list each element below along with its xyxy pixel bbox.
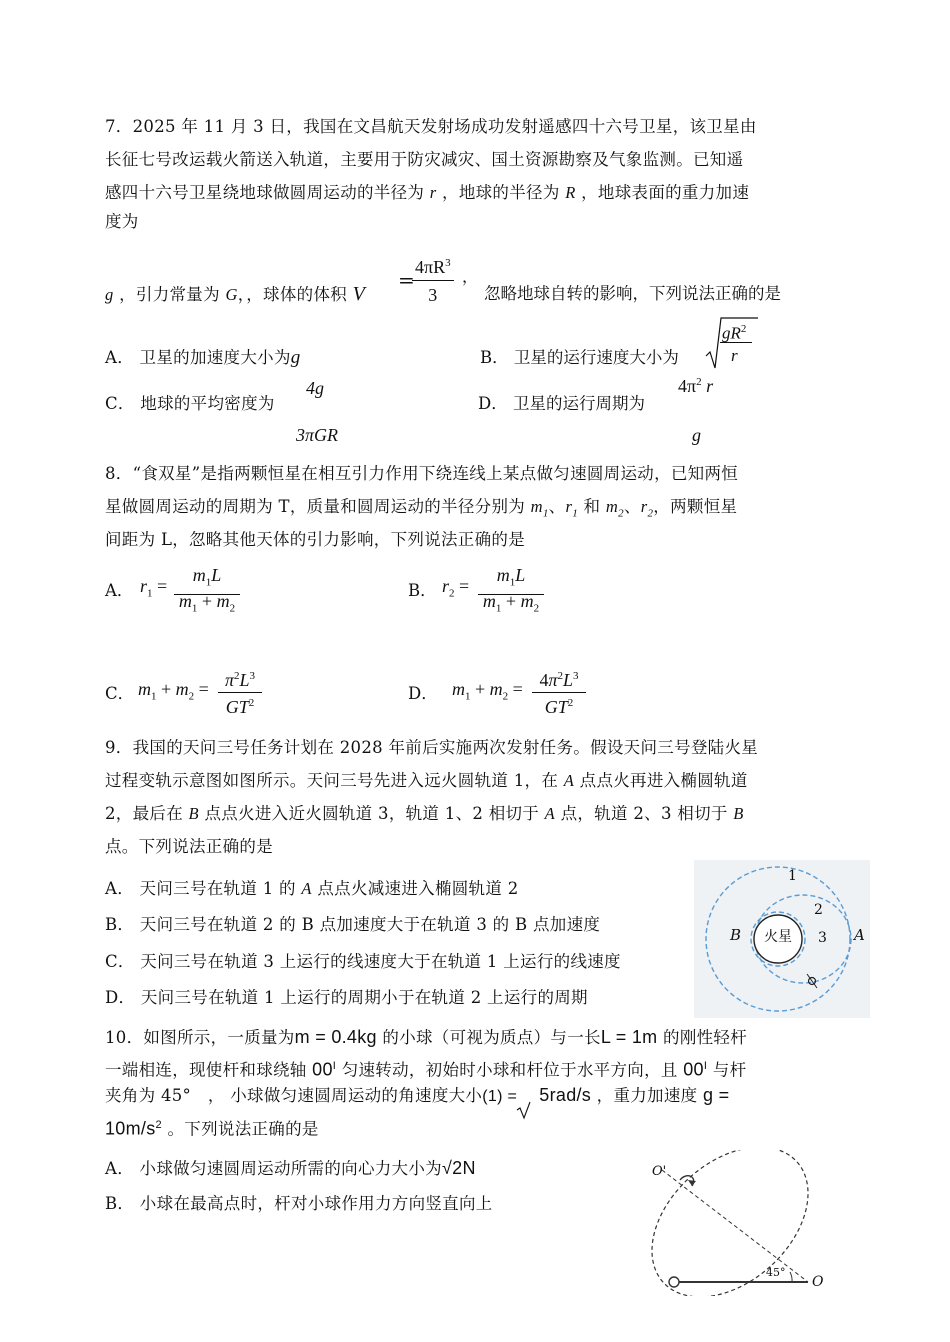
q10-axis-line <box>662 1170 808 1282</box>
q10-fig-oprime: O' <box>652 1164 667 1179</box>
q9-fig-label-b: B <box>730 926 742 944</box>
q10-fig-o: O <box>812 1274 824 1290</box>
q7-option-b-den: r <box>731 346 738 365</box>
q10-rod-figure <box>640 1150 840 1296</box>
q10-line1: 10．如图所示，一质量为m = 0.4kg 的小球（可视为质点）与一长L = 1m 的刚性轻杆 <box>105 1027 748 1047</box>
q7-option-a: A． 卫星的加速度大小为g <box>105 347 301 368</box>
q9-line1: 9．我国的天问三号任务计划在 2028 年前后实施两次发射任务。假设天问三号登陆火星 <box>105 738 759 757</box>
q7-comma: ， <box>462 267 479 286</box>
q9-orbit-figure <box>694 860 870 1018</box>
q10-rotation-arrow-head <box>688 1180 696 1186</box>
q8-option-a-label: A． <box>105 581 134 600</box>
q9-fig-label-3: 3 <box>818 930 827 946</box>
q7-line4: 度为 <box>105 212 139 231</box>
q7-option-d: D． 卫星的运行周期为 <box>478 394 645 413</box>
q10-line4: $10m/s^2$ 。下列说法正确的是 <box>105 1118 319 1139</box>
q7-option-b-bar <box>720 342 752 343</box>
q9-line3: 2，最后在 B 点点火进入近火圆轨道 3，轨道 1、2 相切于 A 点，轨道 2、3 相切于 B <box>105 804 744 823</box>
q9-fig-label-1: 1 <box>788 868 797 884</box>
q9-option-d: D． 天问三号在轨道 1 上运行的周期小于在轨道 2 上运行的周期 <box>105 988 588 1007</box>
q7-line5: g ，引力常量为 G，，球体的体积 V <box>105 283 366 305</box>
q7-volume-fraction: $4\pi R^3$ 3 <box>412 250 454 309</box>
q7-line1: 7．2025 年 11 月 3 日，我国在文昌航天发射场成功发射遥感四十六号卫星，该卫星由 <box>105 117 757 136</box>
q9-option-c: C． 天问三号在轨道 3 上运行的线速度大于在轨道 1 上运行的线速度 <box>105 952 621 971</box>
q10-fig-angle: 45° <box>766 1266 786 1279</box>
q10-angle-arc <box>790 1272 792 1282</box>
exam-page: 7．2025 年 11 月 3 日，我国在文昌航天发射场成功发射遥感四十六号卫星，该卫星由 长征七号改运载火箭送入轨道，主要用于防灾减灾、国土资源勘察及气象监测。已知遥 感四十六号卫星绕地球做圆周运动的半径为 r ，地球的半径为 R ，地球表面的重力加速 度为 g ，引力常量为 G，，球体的体积 V = $4\pi R^3$ 3 ， 忽略地球自转的影响，下列说法正确的是 A． 卫星的加速度大小为g B． 卫星的运行速度大小为 $gR^2$ r C． 地球的平均密度为 4g 3πGR D． 卫星的运行周期为 $4\pi^2$ r g 8．“食双星”是指两颗恒星在相互引力作用下绕连线上某点做匀速圆周运动，已知两恒 星做圆周运动的周期为 T，质量和圆周运动的半径分别为 $m_1$、$r_1$ 和 $m_2$、$r_2$，两颗恒星 间距为 L，忽略其他天体的引力影响，下列说法正确的是 A． $r_1$ = $m_1L$ $m_1 + m_2$ B． $r_2$ = $m_1L$ $m_1 + m_2$ C． $m_1 + m_2$ = $\pi^2L^3$ $GT^2$ D． $m_1 + m_2$ = $4\pi^2L^3$ $GT^2$ 9．我国的天问三号任务计划在 2028 年前后实施两次发射任务。假设天问三号登陆火星 过程变轨示意图如图所示。天问三号先进入远火圆轨道 1，在 A 点点火再进入椭圆轨道 2，最后在 B 点点火进入近火圆轨道 3，轨道 1、2 相切于 A 点，轨道 2、3 相切于 B 点。下列说法正确的是 A． 天问三号在轨道 1 的 A 点点火减速进入椭圆轨道 2 B． 天问三号在轨道 2 的 B 点加速度大于在轨道 3 的 B 点加速度 C． 天问三号在轨道 3 上运行的线速度大于在轨道 1 上运行的线速度 D． 天问三号在轨道 1 上运行的周期小于在轨道 2 上运行的周期 火星 1 2 3 A B 10．如图所示，一质量为m = 0.4kg 的小球（可视为质点）与一长L = 1m 的刚性轻杆 一端相连，现使杆和球绕轴 $00^I$ 匀速转动，初始时小球和杆位于水平方向，且 $00^I$ 与杆 夹角为 45° ， 小球做匀速圆周运动的角速度大小(1) = 5rad/s ，重力加速度 g = $10m/s^2$ 。下列说法正确的是 A． 小球做匀速圆周运动所需的向心力大小为√2N B． 小球在最高点时，杆对小球作用力方向竖直向上 O' O 45° <box>0 0 950 1342</box>
q9-fig-label-a: A <box>854 926 865 944</box>
q10-line2: 一端相连，现使杆和球绕轴 $00^I$ 匀速转动，初始时小球和杆位于水平方向，且 $00^I$ 与杆 <box>105 1059 747 1080</box>
q7-line2: 长征七号改运载火箭送入轨道，主要用于防灾减灾、国土资源勘察及气象监测。已知遥 <box>105 150 744 169</box>
q8-line3: 间距为 L，忽略其他天体的引力影响，下列说法正确的是 <box>105 530 526 549</box>
q9-fig-mars-label: 火星 <box>764 929 792 945</box>
q8-option-b-label: B． <box>408 581 437 600</box>
q8-line1: 8．“食双星”是指两颗恒星在相互引力作用下绕连线上某点做匀速圆周运动，已知两恒 <box>105 464 739 483</box>
q7-volume-eq: = <box>398 268 415 292</box>
q7-option-c-num: 4g <box>306 378 324 398</box>
q10-option-a: A． 小球做匀速圆周运动所需的向心力大小为√2N <box>105 1158 476 1178</box>
q10-rod-diagram <box>640 1150 840 1296</box>
q7-option-c-den: 3πGR <box>296 425 339 445</box>
q10-ball <box>669 1277 679 1287</box>
q10-circle-path <box>640 1150 837 1296</box>
q10-option-b: B． 小球在最高点时，杆对小球作用力方向竖直向上 <box>105 1194 493 1213</box>
q9-line4: 点。下列说法正确的是 <box>105 837 273 856</box>
q8-line2: 星做圆周运动的周期为 T，质量和圆周运动的半径分别为 $m_1$、$r_1$ 和 $m_2$、$r_2$，两颗恒星 <box>105 497 738 520</box>
q7-option-d-den: g <box>692 425 701 445</box>
q8-option-d-label: D． <box>408 684 438 703</box>
q9-line2: 过程变轨示意图如图所示。天问三号先进入远火圆轨道 1，在 A 点点火再进入椭圆轨道 <box>105 771 748 790</box>
q10-sqrt-sign <box>516 1100 532 1120</box>
q7-option-b-num: $gR^2$ <box>722 323 747 343</box>
q7-line3: 感四十六号卫星绕地球做圆周运动的半径为 r ，地球的半径为 R ，地球表面的重力加速 <box>105 183 750 202</box>
q10-line3: 夹角为 45° ， 小球做匀速圆周运动的角速度大小(1) = 5rad/s ，重力加速度 g = <box>105 1085 730 1105</box>
q7-option-c: C． 地球的平均密度为 <box>105 394 275 413</box>
q7-option-b: B． 卫星的运行速度大小为 <box>480 348 679 367</box>
q9-option-a: A． 天问三号在轨道 1 的 A 点点火减速进入椭圆轨道 2 <box>105 879 519 898</box>
q9-fig-label-2: 2 <box>814 902 823 918</box>
q9-option-b: B． 天问三号在轨道 2 的 B 点加速度大于在轨道 3 的 B 点加速度 <box>105 915 601 934</box>
q7-option-d-num: $4\pi^2$ r <box>678 376 714 396</box>
q7-line5c: 忽略地球自转的影响，下列说法正确的是 <box>484 284 781 303</box>
q8-option-c-label: C． <box>105 684 135 703</box>
